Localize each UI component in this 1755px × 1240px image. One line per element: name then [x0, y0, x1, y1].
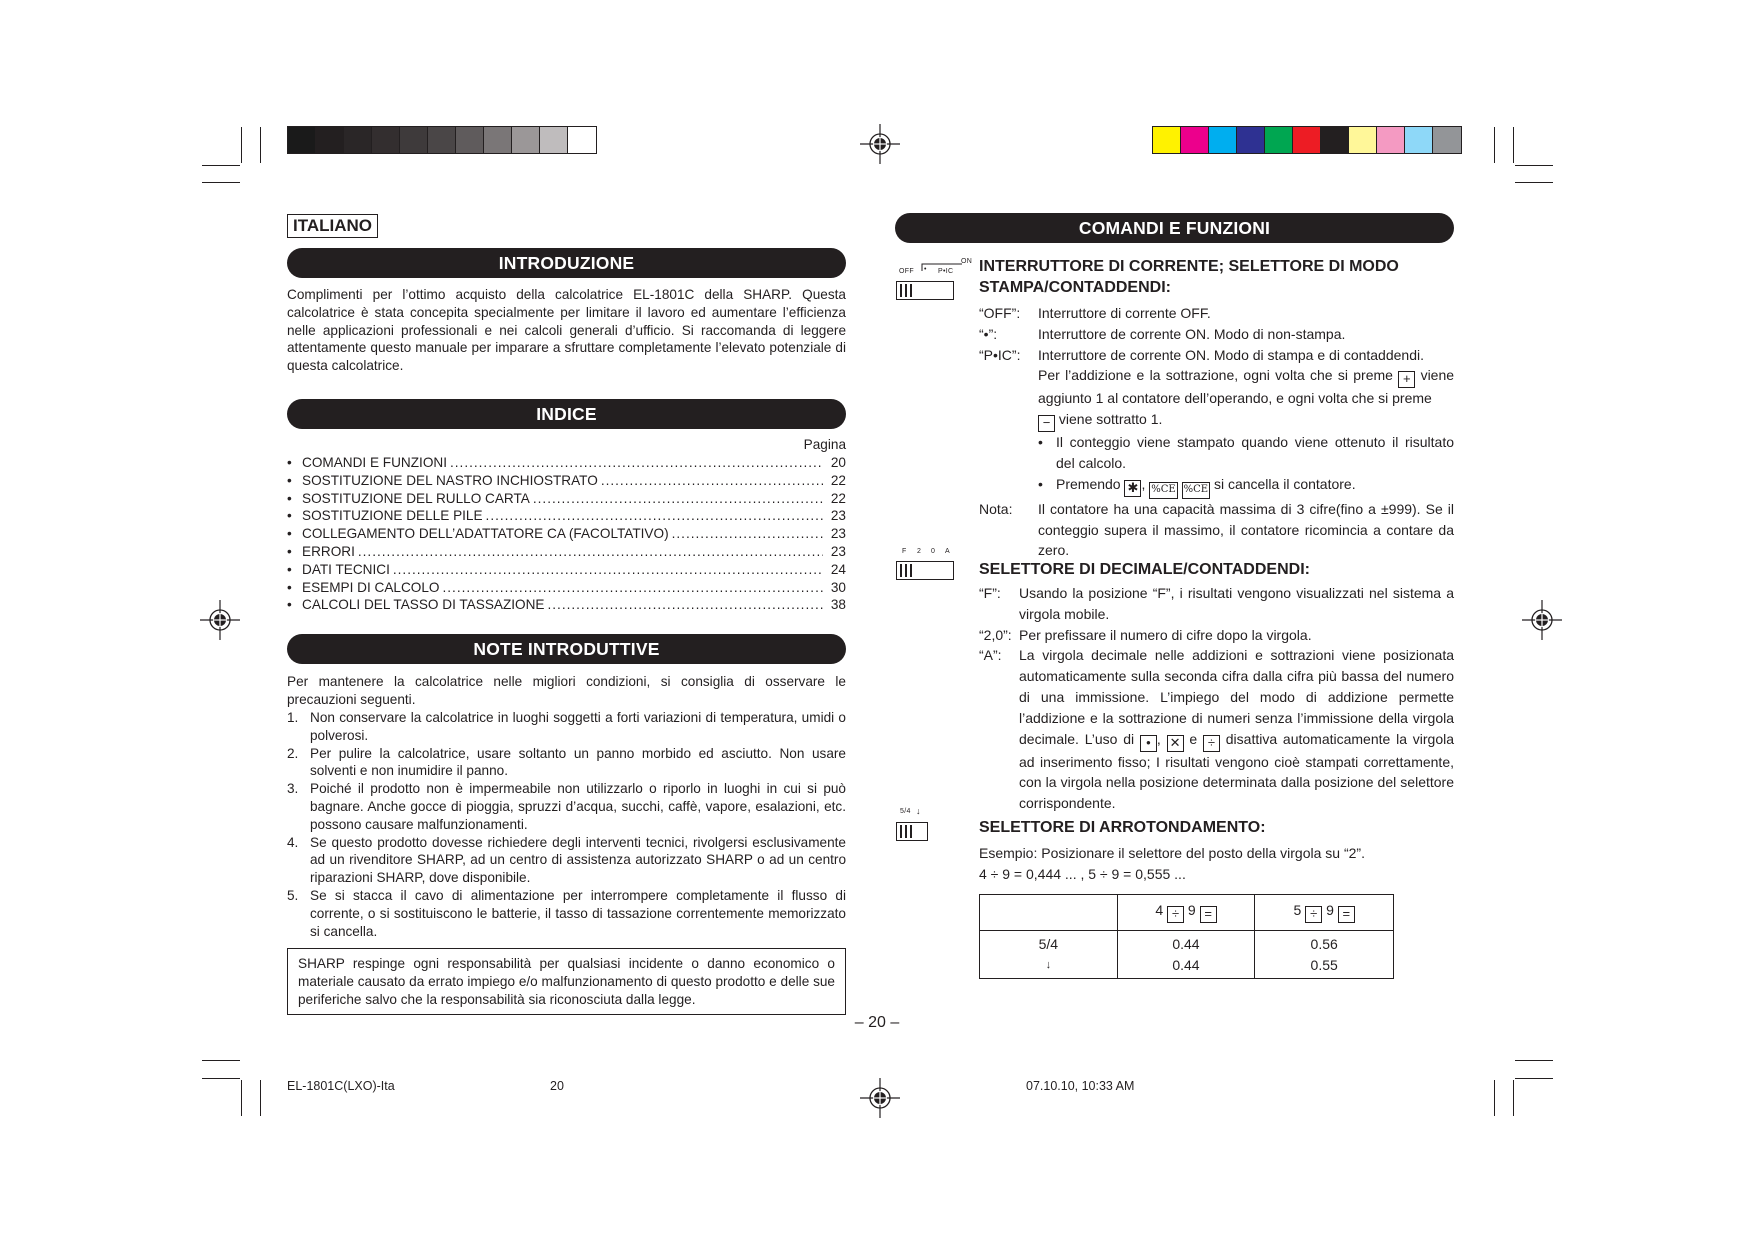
minus-key-icon: − [1038, 415, 1055, 432]
toc-page: 22 [830, 490, 846, 506]
fixed-description: Per prefissare il numero di cifre dopo la virgola. [1019, 626, 1312, 643]
note-item [287, 834, 846, 887]
switch-label-off: OFF [899, 268, 914, 275]
col2-dividend: 5 [1293, 902, 1302, 918]
note-item [287, 745, 846, 781]
equals-key-icon: = [1338, 906, 1355, 923]
note-number: 3. [287, 781, 299, 797]
gray-swatch [344, 127, 372, 153]
color-swatch [1377, 127, 1405, 153]
toc-item [287, 561, 846, 579]
a-description: La virgola decimale nelle addizioni e sottrazioni viene posizionata automaticamente sulla seconda cifra dalla cifra più bassa del numero di una immissione. L’impiego del modo di addizione permette l’addizione e la sottrazione di numeri senza l’immissione della virgola decimale. L’uso di • , ✕ e ÷ disattiva automaticamente la virgola ad inserimento fisso; I risultati vengono cioè stampati correttamente, con la virgola nella posizione determinata dalla posizione del selettore corrispondente. [1019, 647, 1455, 812]
decimal-label-2: 2 [917, 548, 922, 555]
toc-page: 23 [830, 508, 846, 524]
col2-value-54: 0.56 [1310, 935, 1338, 952]
a-description-part2: disattiva automaticamente la virgola ad inserimento fisso; I risultati vengono cioè stampati correttamente, con la virgola nella posizione determinata dalla posizione del selettore corrispondente. [1019, 730, 1455, 812]
color-swatch [1321, 127, 1349, 153]
color-swatch [1181, 127, 1209, 153]
multiply-key-icon: ✕ [1167, 735, 1184, 752]
gray-swatch [428, 127, 456, 153]
equals-key-icon: = [1200, 906, 1217, 923]
toc-leader [442, 579, 823, 597]
registration-mark-icon [200, 600, 240, 640]
switch2-title: SELETTORE DI DECIMALE/CONTADDENDI: [979, 561, 1310, 578]
counter-print-note: Il conteggio viene stampato quando viene ottenuto il risultato del calcolo. [1056, 434, 1454, 471]
toc-bullet: • [287, 490, 292, 506]
toc-item [287, 525, 846, 543]
nota-label: Nota: [979, 500, 1013, 517]
col2-value-down: 0.55 [1310, 956, 1338, 973]
toc-leader [358, 543, 823, 561]
decimal-label-a: A [945, 548, 950, 555]
col1-divisor: 9 [1187, 902, 1196, 918]
gray-swatch [568, 127, 596, 153]
toc-item [287, 490, 846, 508]
toc-title: ESEMPI DI CALCOLO [302, 579, 440, 595]
table-col1-values [1117, 931, 1255, 979]
star-key-icon: ✱ [1124, 480, 1141, 497]
fixed-key-label: “2,0”: [979, 626, 1012, 643]
color-swatch [1237, 127, 1265, 153]
color-swatch [1433, 127, 1461, 153]
gray-swatch [316, 127, 344, 153]
row-label-down: ↓ [1045, 958, 1052, 971]
table-corner-cell [980, 895, 1118, 931]
note-text: Se si stacca il cavo di alimentazione per interrompere completamente il flusso di corrente, o si sostituiscono le batterie, il tasso di tassazione correntemente memorizzato si cancella. [310, 887, 846, 939]
registration-mark-icon [1522, 600, 1562, 640]
counter-clear-prefix: Premendo [1056, 475, 1121, 492]
row-label-54: 5/4 [1038, 935, 1059, 952]
toc-page: 23 [830, 543, 846, 559]
color-swatch [1293, 127, 1321, 153]
color-swatch [1265, 127, 1293, 153]
note-text: Se questo prodotto dovesse richiedere degli interventi tecnici, rivolgersi esclusivamente ad un rivenditore SHARP, ad un centro di assistenza autorizzato SHARP o ad un centro riparazioni SHARP, dove disponibile. [310, 834, 846, 886]
rounding-label-54: 5/4 [900, 808, 911, 815]
a-key-label: “A”: [979, 647, 1002, 664]
footer-date: 07.10.10, 10:33 AM [1026, 1079, 1135, 1093]
grayscale-calibration-bar [287, 126, 597, 154]
gray-swatch [288, 127, 316, 153]
gray-swatch [540, 127, 568, 153]
toc-bullet: • [287, 597, 292, 613]
note-number: 1. [287, 710, 299, 725]
color-swatch [1405, 127, 1433, 153]
toc-leader [548, 596, 824, 614]
pic-description-line3: viene aggiunto 1 al contatore dell’operando, e ogni volta che si preme [1038, 367, 1455, 407]
nota-text: Il contatore ha una capacità massima di 3 cifre(fino a ±999). Se il conteggio supera il massimo, il contatore ricomincia a contare da zero. [1038, 500, 1454, 559]
rounding-example-text: Esempio: Posizionare il selettore del posto della virgola su “2”. [979, 845, 1365, 861]
toc-title: SOSTITUZIONE DEL RULLO CARTA [302, 490, 530, 506]
gray-swatch [456, 127, 484, 153]
off-key-label: “OFF”: [979, 305, 1021, 321]
dot-description: Interruttore de corrente ON. Modo di non-stampa. [1038, 325, 1346, 342]
switch-label-on: ON [961, 258, 973, 265]
table-row-labels [980, 931, 1118, 979]
ce-key-icon: %CE [1182, 482, 1210, 499]
toc-leader [601, 472, 823, 490]
rounding-switch-slider [896, 822, 928, 841]
table-of-contents [287, 454, 846, 614]
toc-title: SOSTITUZIONE DELLE PILE [302, 508, 483, 524]
rounding-table [979, 894, 1394, 979]
note-item [287, 709, 846, 745]
registration-mark-icon [860, 1078, 900, 1118]
switch2-description [979, 583, 1454, 814]
counter-clear-suffix: si cancella il contatore. [1213, 475, 1356, 492]
a-description-part1: La virgola decimale nelle addizioni e sottrazioni viene posizionata automaticamente sulla seconda cifra dalla cifra più bassa del numero di una immissione. L’impiego del modo di addizione permette l’addizione e la sottrazione di numeri senza l’immissione della virgola decimale. L’uso di [1019, 647, 1454, 747]
table-col2-values [1255, 931, 1394, 979]
switch-bracket-icon [920, 260, 966, 272]
toc-bullet: • [287, 508, 292, 524]
decimal-switch-slider [896, 561, 954, 580]
toc-item [287, 472, 846, 490]
toc-title: CALCOLI DEL TASSO DI TASSAZIONE [302, 597, 545, 613]
toc-item [287, 579, 846, 597]
toc-title: ERRORI [302, 543, 355, 559]
divide-key-icon: ÷ [1203, 735, 1220, 752]
switch3-title: SELETTORE DI ARROTONDAMENTO: [979, 819, 1266, 836]
toc-item [287, 507, 846, 525]
rounding-label-down: ↓ [916, 806, 921, 816]
toc-title: COLLEGAMENTO DELL’ADATTATORE CA (FACOLTATIVO) [302, 526, 669, 542]
switch-label-pic: P•IC [938, 268, 954, 275]
col1-value-54: 0.44 [1172, 935, 1200, 952]
f-description: Usando la posizione “F”, i risultati vengono visualizzati nel sistema a virgola mobile. [1019, 585, 1454, 622]
decimal-label-f: F [902, 548, 907, 555]
language-label: ITALIANO [287, 214, 378, 238]
note-text: Per pulire la calcolatrice, usare soltanto un panno morbido ed asciutto. Non usare solventi e non inumidire il panno. [310, 745, 846, 779]
ce-key-icon: %CE [1149, 482, 1177, 499]
col2-divisor: 9 [1326, 902, 1334, 918]
toc-page: 24 [830, 561, 846, 577]
rounding-example-formula: 4 ÷ 9 = 0,444 ... , 5 ÷ 9 = 0,555 ... [979, 865, 1186, 882]
a-description-and: e [1189, 730, 1198, 747]
note-number: 2. [287, 745, 299, 761]
color-swatch [1153, 127, 1181, 153]
toc-title: DATI TECNICI [302, 561, 390, 577]
toc-title: SOSTITUZIONE DEL NASTRO INCHIOSTRATO [302, 472, 598, 488]
note-text: Poiché il prodotto non è impermeabile non utilizzarlo o riporlo in luoghi in cui si può bagnare. Anche gocce di pioggia, spruzzi d’acqua, succhi, caffè, vapore, esalazioni, etc. possono causare malfunzionamenti. [310, 781, 846, 832]
switch1-description [979, 303, 1454, 561]
toc-leader [486, 507, 823, 525]
col1-value-down: 0.44 [1172, 956, 1200, 973]
gray-swatch [400, 127, 428, 153]
toc-bullet: • [287, 579, 292, 595]
note-text: Non conservare la calcolatrice in luoghi soggetti a forti variazioni di temperatura, umidi o polverosi. [310, 710, 846, 743]
pic-description-line2: Per l’addizione e la sottrazione, ogni volta che si preme [1038, 367, 1393, 384]
disclaimer-box: SHARP respinge ogni responsabilità per qualsiasi incidente o danno economico o materiale causato da errato impiego e/o malfunzionamento di questo prodotto e delle sue periferiche salvo che la responsabilità sia riconosciuta dalla legge. [287, 948, 846, 1015]
toc-leader [533, 490, 823, 508]
footer-page: 20 [550, 1079, 564, 1093]
counter-clear-note: Premendo ✱ , %CE %CE si cancella il contatore. [1056, 474, 1454, 499]
index-page-label: Pagina [803, 437, 846, 452]
note-item [287, 887, 846, 940]
gray-swatch [484, 127, 512, 153]
table-header-col1 [1117, 895, 1255, 931]
intro-heading: INTRODUZIONE [287, 248, 846, 278]
notes-heading: NOTE INTRODUTTIVE [287, 634, 846, 664]
pic-description: Interruttore de corrente ON. Modo di stampa e di contaddendi. Per l’addizione e la sottrazione, ogni volta che si preme + viene aggiunto 1 al contatore dell’operando, e ogni volta che si preme − viene sottratto 1. • Il conteggio viene stampato quando viene ottenuto il risultato del calcolo. • Premendo ✱ , %CE %CE si cancella il contatore. [1038, 345, 1454, 499]
col1-dividend: 4 [1155, 902, 1164, 918]
plus-key-icon: + [1398, 371, 1415, 388]
toc-bullet: • [287, 455, 292, 470]
toc-bullet: • [287, 526, 292, 542]
toc-page: 30 [830, 579, 846, 595]
toc-leader [393, 561, 823, 579]
note-number: 5. [287, 887, 299, 903]
registration-mark-icon [860, 124, 900, 164]
pic-description-line4: viene sottratto 1. [1058, 411, 1163, 428]
commands-heading: COMANDI E FUNZIONI [895, 213, 1454, 243]
color-swatch [1209, 127, 1237, 153]
toc-page: 22 [830, 472, 846, 488]
toc-item [287, 454, 846, 472]
footer-file: EL-1801C(LXO)-Ita [287, 1079, 395, 1093]
color-swatch [1349, 127, 1377, 153]
toc-leader [672, 525, 823, 543]
power-switch-slider [896, 281, 954, 300]
divide-key-icon: ÷ [1305, 906, 1322, 923]
note-item [287, 780, 846, 833]
intro-text: Complimenti per l’ottimo acquisto della calcolatrice EL-1801C della SHARP. Questa calcolatrice è stata concepita specialmente per limitare il lavoro ed aumentare l’efficienza nelle applicazioni professionali e nei calcoli generali d’ufficio. Si raccomanda di leggere attentamente questo manuale per imparare a sfruttare completamente l’elevato potenziale di questa calcolatrice. [287, 287, 846, 374]
pic-description-line1: Interruttore de corrente ON. Modo di stampa e di contaddendi. [1038, 346, 1424, 363]
rounding-example [979, 843, 1454, 885]
divide-key-icon: ÷ [1167, 906, 1184, 923]
toc-item [287, 543, 846, 561]
decimal-label-0: 0 [931, 548, 936, 555]
notes-list [287, 709, 846, 940]
color-calibration-bar [1152, 126, 1462, 154]
toc-leader [450, 454, 823, 472]
notes-lead: Per mantenere la calcolatrice nelle migliori condizioni, si consiglia di osservare le precauzioni seguenti. [287, 674, 846, 707]
gray-swatch [372, 127, 400, 153]
dot-key-label: “•”: [979, 325, 998, 342]
pic-key-label: “P•IC”: [979, 346, 1021, 363]
toc-bullet: • [287, 561, 292, 577]
toc-page: 23 [830, 526, 846, 542]
f-key-label: “F”: [979, 585, 1001, 601]
index-heading: INDICE [287, 399, 846, 429]
decimal-key-icon: • [1140, 735, 1157, 752]
toc-page: 20 [830, 455, 846, 470]
table-header-col2 [1255, 895, 1394, 931]
page-number: – 20 – [854, 1014, 900, 1031]
toc-title: COMANDI E FUNZIONI [302, 455, 447, 470]
switch-label-dot: • [924, 266, 927, 273]
note-number: 4. [287, 834, 299, 850]
toc-bullet: • [287, 472, 292, 488]
toc-item [287, 596, 846, 614]
toc-bullet: • [287, 543, 292, 559]
switch1-title: INTERRUTTORE DI CORRENTE; SELETTORE DI MODO STAMPA/CONTADDENDI: [979, 258, 1399, 296]
off-description: Interruttore di corrente OFF. [1038, 305, 1211, 321]
gray-swatch [512, 127, 540, 153]
toc-page: 38 [830, 597, 846, 613]
